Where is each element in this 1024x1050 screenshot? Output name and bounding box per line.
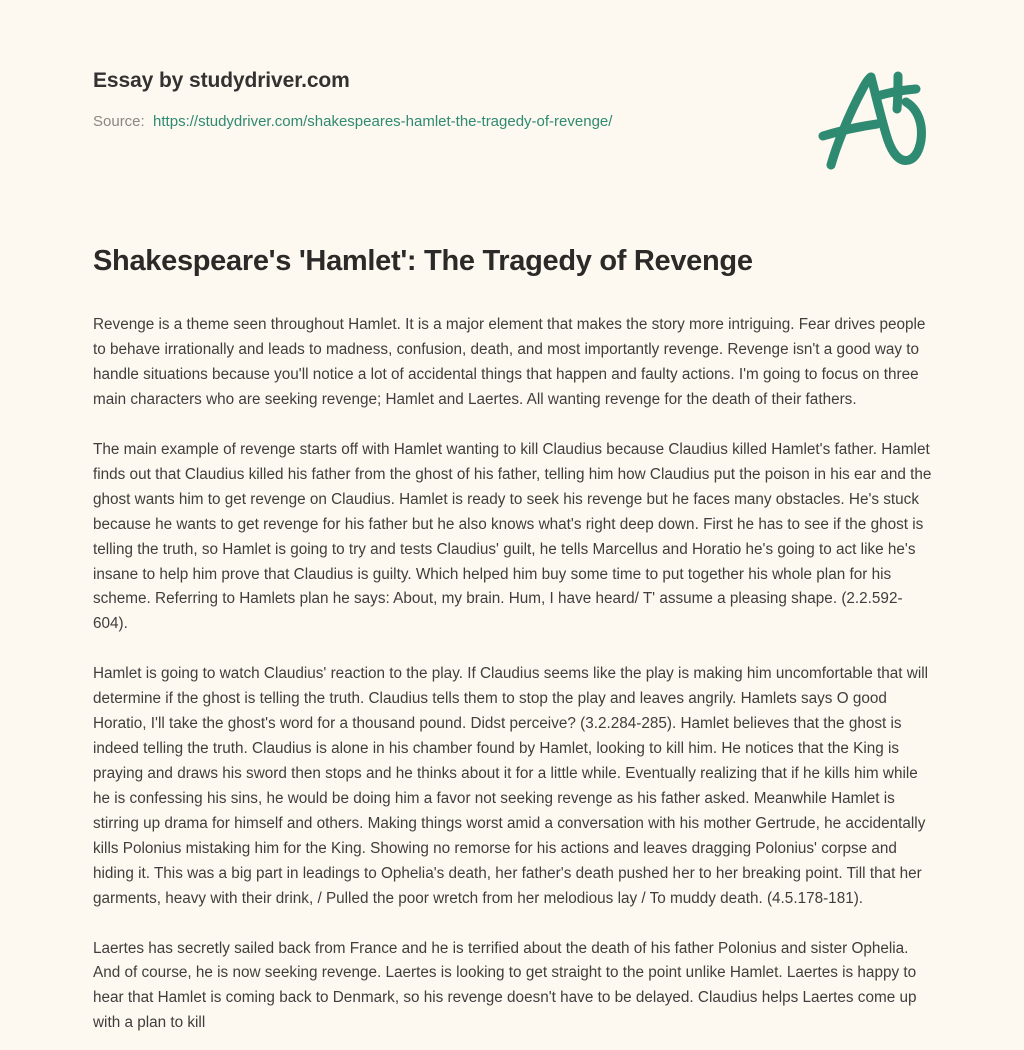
article-body <box>93 313 933 1036</box>
paragraph-4: Laertes has secretly sailed back from France and he is terrified about the death of his father Polonius and sister Ophelia. And of course, he is now seeking revenge. Laertes is looking to get straight to the point unlike Hamlet. Laertes is happy to hear that Hamlet is coming back to Denmark, so his revenge doesn't have to be delayed. Claudius helps Laertes come up with a plan to kill <box>93 939 917 1032</box>
source-line <box>93 112 733 132</box>
brand-title: Essay by studydriver.com <box>93 69 350 92</box>
studydriver-logo <box>806 62 936 182</box>
a-plus-logo-icon <box>806 62 936 182</box>
page-header <box>0 0 1024 200</box>
paragraph-1: Revenge is a theme seen throughout Hamlet. It is a major element that makes the story more intriguing. Fear drives people to behave irrationally and leads to madness, confusion, death, and most importantly revenge. Revenge isn't a good way to handle situations because you'll notice a lot of accidental things that happen and faulty actions. I'm going to focus on three main characters who are seeking revenge; Hamlet and Laertes. All wanting revenge for the death of their fathers. <box>93 316 926 409</box>
page-title: Shakespeare's 'Hamlet': The Tragedy of Revenge <box>93 245 753 277</box>
article <box>93 243 933 1036</box>
paragraph-3: Hamlet is going to watch Claudius' reaction to the play. If Claudius seems like the play is making him uncomfortable that will determine if the ghost is telling the truth. Claudius tells them to stop the play and leaves angrily. Hamlets says O good Horatio, I'll take the ghost's word for a thousand pound. Didst perceive? (3.2.284-285). Hamlet believes that the ghost is indeed telling the truth. Claudius is alone in his chamber found by Hamlet, looking to kill him. He notices that the King is praying and draws his sword then stops and he thinks about it for a little while. Eventually realizing that if he kills him while he is confessing his sins, he would be doing him a favor not seeking revenge as his father asked. Meanwhile Hamlet is stirring up drama for himself and others. Making things worst amid a conversation with his mother Gertrude, he accidentally kills Polonius mistaking him for the King. Showing no remorse for his actions and leaves dragging Polonius' corpse and hiding it. This was a big part in leadings to Ophelia's death, her father's death pushed her to her breaking point. Till that her garments, heavy with their drink, / Pulled the poor wretch from her melodious lay / To muddy death. (4.5.178-181). <box>93 665 929 907</box>
source-label: Source: <box>93 113 145 131</box>
source-url-link[interactable]: https://studydriver.com/shakespeares-hamlet-the-tragedy-of-revenge/ <box>153 113 613 131</box>
paragraph-2: The main example of revenge starts off with Hamlet wanting to kill Claudius because Claudius killed Hamlet's father. Hamlet finds out that Claudius killed his father from the ghost of his father, telling him how Claudius put the poison in his ear and the ghost wants him to get revenge on Claudius. Hamlet is ready to seek his revenge but he faces many obstacles. He's stuck because he wants to get revenge for his father but he also knows what's right deep down. First he has to see if the ghost is telling the truth, so Hamlet is going to try and tests Claudius' guilt, he tells Marcellus and Horatio he's going to act like he's insane to help him prove that Claudius is guilty. Which helped him buy some time to put together his whole plan for his scheme. Referring to Hamlets plan he says: About, my brain. Hum, I have heard/ T' assume a pleasing shape. (2.2.592-604). <box>93 440 932 633</box>
brand-block <box>93 68 733 132</box>
